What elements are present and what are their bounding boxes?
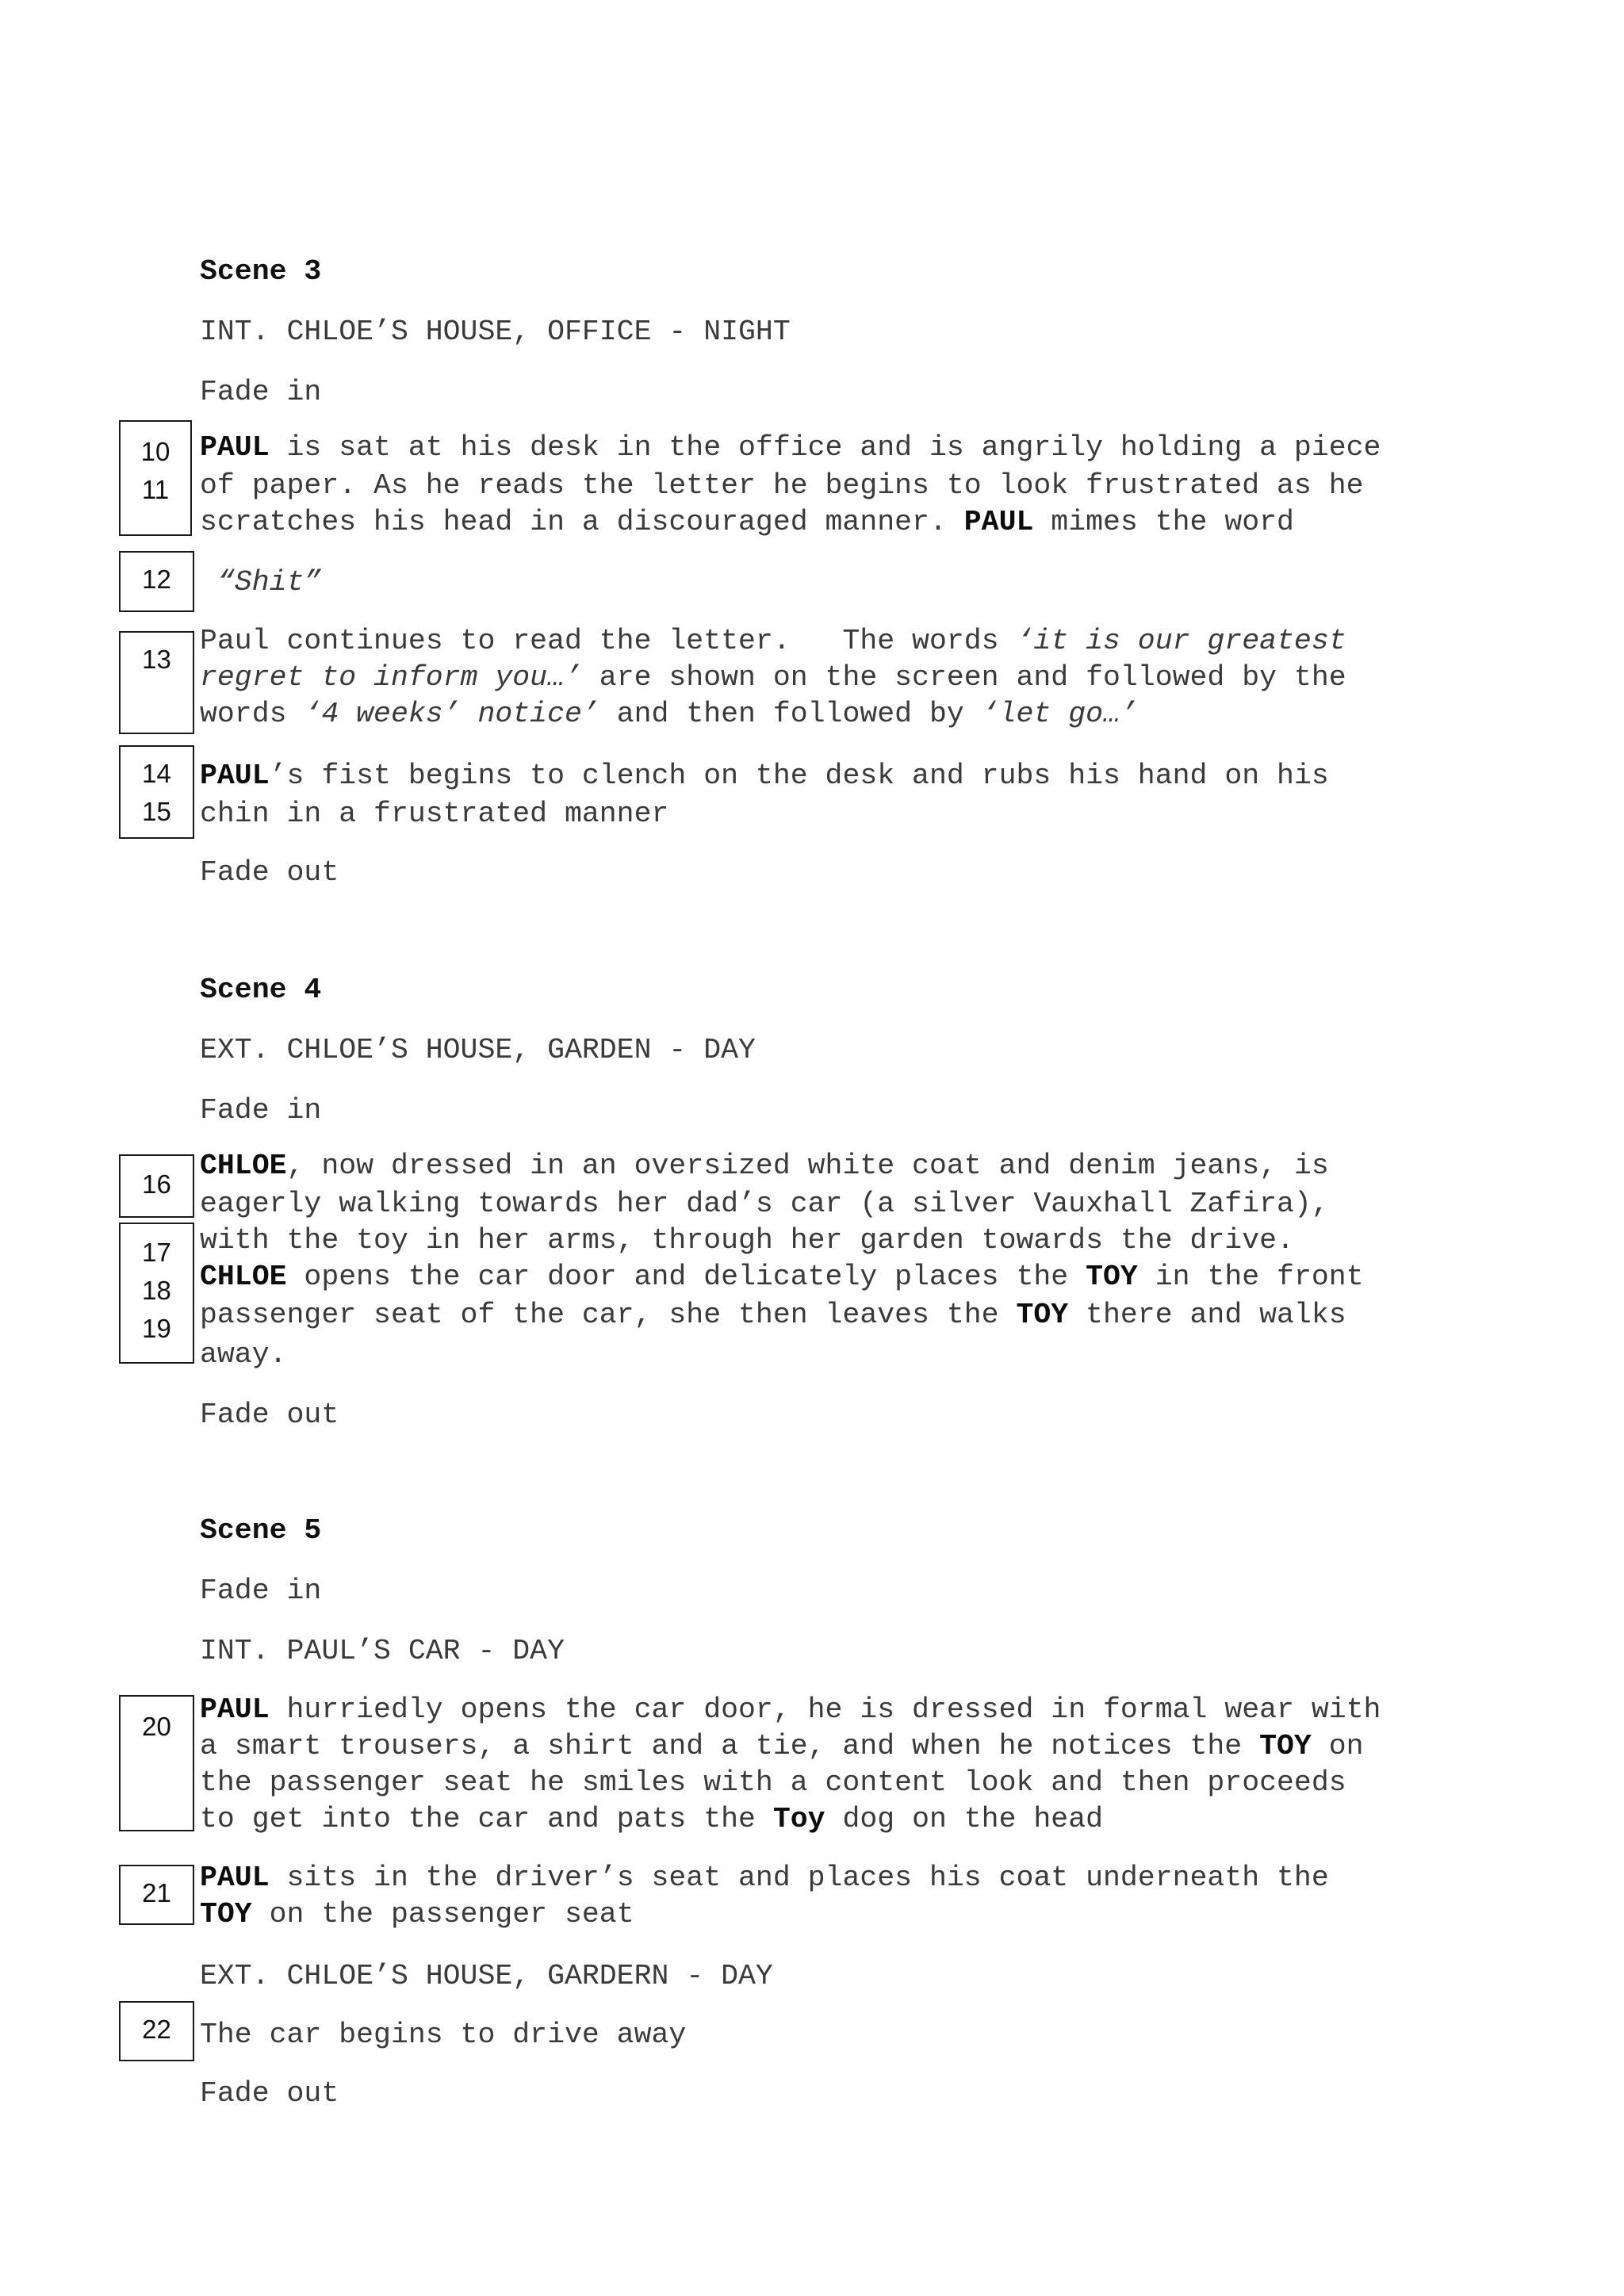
line-text: on (1311, 1730, 1364, 1762)
italic-text: regret to inform you…’ (200, 661, 582, 694)
line-text: with the toy in her arms, through her garden towards the drive. (200, 1224, 1294, 1257)
shot-number: 19 (142, 1314, 171, 1343)
italic-text: ‘let go…’ (981, 698, 1138, 730)
scene-5-slugline: INT. PAUL’S CAR - DAY (200, 1635, 565, 1667)
scene-3-action-line (200, 623, 1346, 660)
scene-5-action-line (200, 1896, 634, 1933)
scene-4-heading: Scene 4 (200, 974, 322, 1006)
shot-number: 18 (142, 1276, 171, 1305)
line-text: words (200, 698, 304, 730)
line-text: are shown on the screen and followed by the (581, 661, 1346, 694)
shot-number: 14 (142, 759, 171, 788)
scene-3-action-line (200, 660, 1346, 696)
scene-5-action-line (200, 1728, 1364, 1765)
shot-number: 13 (142, 645, 171, 674)
scene-4-fade-out: Fade out (200, 1399, 339, 1431)
character-name: TOY (200, 1898, 252, 1931)
scene-3-action-line (200, 430, 1381, 466)
scene-4-action-line (200, 1186, 1329, 1223)
italic-text: ‘it is our greatest (1016, 625, 1346, 657)
scene-3-action-line (200, 696, 1138, 733)
character-name: CHLOE (200, 1261, 287, 1293)
scene-3-dialogue: “Shit” (200, 566, 322, 599)
character-name: TOY (1016, 1299, 1069, 1331)
scene-3-heading: Scene 3 (200, 255, 322, 288)
scene-3-fade-out: Fade out (200, 856, 339, 889)
line-text: hurriedly opens the car door, he is dressed in formal wear with (269, 1693, 1381, 1726)
shot-number: 16 (142, 1169, 171, 1199)
shot-number: 20 (142, 1712, 171, 1741)
line-text: The car begins to drive away (200, 2019, 687, 2051)
line-text: there and walks (1068, 1299, 1346, 1331)
character-name: PAUL (200, 1693, 270, 1726)
shot-number-box (119, 631, 194, 734)
line-text: ’s fist begins to clench on the desk and rubs his hand on his (269, 760, 1329, 792)
scene-5-fade-in: Fade in (200, 1575, 322, 1607)
scene-3-slugline: INT. CHLOE’S HOUSE, OFFICE - NIGHT (200, 316, 791, 348)
character-name: PAUL (200, 431, 270, 464)
line-text: passenger seat of the car, she then leaves the (200, 1299, 1017, 1331)
shot-number-box (119, 1865, 194, 1925)
scene-4-action-line (200, 1337, 287, 1373)
scene-3-action-line (200, 504, 1294, 541)
scene-4-action-line (200, 1259, 1364, 1295)
line-text: scratches his head in a discouraged manner. (200, 506, 964, 538)
shot-number: 12 (142, 564, 171, 594)
shot-number: 10 (140, 437, 170, 466)
scene-5-slugline-2: EXT. CHLOE’S HOUSE, GARDERN - DAY (200, 1960, 773, 1992)
character-name: TOY (1086, 1261, 1138, 1293)
scene-5-fade-out: Fade out (200, 2077, 339, 2110)
scene-3-action-line (200, 758, 1329, 794)
shot-number-box (119, 420, 192, 536)
line-text: is sat at his desk in the office and is angrily holding a piece (269, 431, 1381, 464)
scene-4-action-line (200, 1297, 1346, 1334)
shot-number-box (119, 1154, 194, 1218)
line-text: the passenger seat he smiles with a content look and then proceeds (200, 1766, 1346, 1799)
character-name: PAUL (963, 506, 1034, 538)
line-text: opens the car door and delicately places the (286, 1261, 1086, 1293)
scene-5-heading: Scene 5 (200, 1514, 322, 1547)
shot-number-box (119, 1223, 194, 1364)
character-name: PAUL (200, 1862, 270, 1894)
line-text: chin in a frustrated manner (200, 798, 669, 830)
line-text: a smart trousers, a shirt and a tie, and when he notices the (200, 1730, 1260, 1762)
scene-3-action-line (200, 468, 1364, 504)
line-text: mimes the word (1033, 506, 1294, 538)
scene-4-action-line (200, 1223, 1294, 1259)
character-name: Toy (772, 1803, 825, 1835)
character-name: TOY (1259, 1730, 1312, 1762)
character-name: PAUL (200, 760, 270, 792)
line-text: in the front (1137, 1261, 1364, 1293)
line-text: of paper. As he reads the letter he begins to look frustrated as he (200, 469, 1364, 502)
shot-number: 22 (142, 2015, 171, 2044)
line-text: dog on the head (825, 1803, 1104, 1835)
scene-5-action-line (200, 1801, 1103, 1838)
line-text: sits in the driver’s seat and places his coat underneath the (269, 1862, 1329, 1894)
shot-number-box (119, 1695, 194, 1831)
scene-5-action-line (200, 1765, 1346, 1801)
line-text: eagerly walking towards her dad’s car (a silver Vauxhall Zafira), (200, 1188, 1329, 1220)
scene-4-action-line (200, 1148, 1329, 1184)
line-text: to get into the car and pats the (200, 1803, 773, 1835)
shot-number-box (119, 745, 194, 839)
character-name: CHLOE (200, 1150, 287, 1182)
scene-4-slugline: EXT. CHLOE’S HOUSE, GARDEN - DAY (200, 1034, 756, 1066)
scene-4-fade-in: Fade in (200, 1094, 322, 1127)
line-text: , now dressed in an oversized white coat and denim jeans, is (286, 1150, 1329, 1182)
shot-number: 11 (141, 475, 170, 504)
shot-number: 21 (142, 1878, 171, 1908)
scene-5-action-line (200, 2017, 686, 2053)
scene-3-fade-in: Fade in (200, 376, 322, 408)
scene-5-action-line (200, 1692, 1381, 1728)
line-text: on the passenger seat (251, 1898, 634, 1931)
shot-number: 17 (142, 1238, 171, 1267)
shot-number-box (119, 2001, 194, 2061)
scene-5-action-line (200, 1860, 1329, 1896)
shot-number-box (119, 551, 194, 612)
scene-3-action-line (200, 796, 668, 832)
line-text: and then followed by (599, 698, 982, 730)
shot-number: 15 (142, 797, 171, 826)
line-text: Paul continues to read the letter. The words (200, 625, 1017, 657)
italic-text: ‘4 weeks’ notice’ (304, 698, 599, 730)
line-text: away. (200, 1338, 287, 1371)
